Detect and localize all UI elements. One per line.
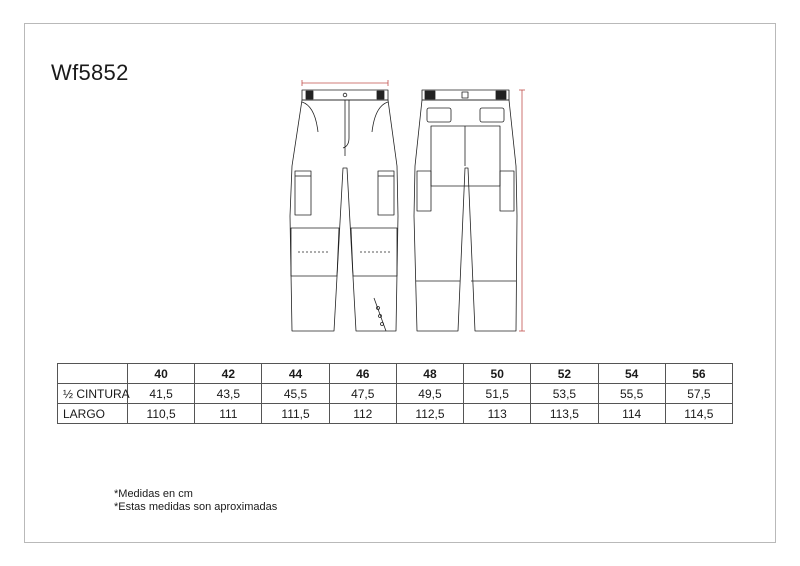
table-cell: 55,5: [598, 384, 665, 404]
table-cell: 47,5: [329, 384, 396, 404]
table-cell: 113,5: [531, 404, 598, 424]
table-cell: 51,5: [464, 384, 531, 404]
table-corner-cell: [58, 364, 128, 384]
waist-measure-line: [302, 80, 388, 86]
back-cargo-left: [417, 171, 431, 211]
table-cell: 111: [195, 404, 262, 424]
table-header-row: [58, 364, 733, 384]
table-cell: 110,5: [128, 404, 195, 424]
back-cargo-right: [500, 171, 514, 211]
size-header: 40: [128, 364, 195, 384]
size-header: 54: [598, 364, 665, 384]
table-cell: 111,5: [262, 404, 329, 424]
row-label-half-waist: ½ CINTURA: [58, 384, 128, 404]
table-cell: 57,5: [665, 384, 732, 404]
size-header: 50: [464, 364, 531, 384]
table-cell: 112: [329, 404, 396, 424]
trousers-technical-drawing: [270, 76, 540, 334]
table-cell: 113: [464, 404, 531, 424]
table-cell: 49,5: [396, 384, 463, 404]
footnotes: [114, 488, 277, 514]
back-seat-panel: [431, 126, 500, 186]
belt-loop: [425, 91, 435, 99]
back-view: [414, 90, 525, 331]
front-outline: [290, 100, 398, 331]
front-view: [290, 80, 398, 331]
belt-loop: [377, 91, 384, 99]
size-header: 44: [262, 364, 329, 384]
table-cell: 41,5: [128, 384, 195, 404]
front-pocket-left: [302, 102, 318, 132]
cargo-pocket-right: [378, 171, 394, 215]
front-waistband: [302, 90, 388, 100]
waist-button: [343, 93, 347, 97]
center-loop: [462, 92, 468, 98]
size-chart-table: [57, 363, 733, 424]
front-pocket-right: [372, 102, 388, 132]
size-header: 56: [665, 364, 732, 384]
note-approximate: *Estas medidas son aproximadas: [114, 501, 278, 513]
back-pocket-right: [480, 108, 504, 122]
front-fly: [343, 100, 349, 156]
back-pocket-left: [427, 108, 451, 122]
size-header: 52: [531, 364, 598, 384]
table-cell: 114,5: [665, 404, 732, 424]
row-label-length: LARGO: [58, 404, 128, 424]
note-units: *Medidas en cm: [114, 488, 193, 500]
table-cell: 45,5: [262, 384, 329, 404]
size-header: 46: [329, 364, 396, 384]
belt-loop: [496, 91, 506, 99]
table-row: [58, 384, 733, 404]
table-cell: 43,5: [195, 384, 262, 404]
back-outline: [414, 100, 517, 331]
table-cell: 114: [598, 404, 665, 424]
belt-loop: [306, 91, 313, 99]
table-cell: 53,5: [531, 384, 598, 404]
table-cell: 112,5: [396, 404, 463, 424]
product-code-title: Wf5852: [51, 60, 129, 85]
length-measure-line: [519, 90, 525, 331]
size-header: 42: [195, 364, 262, 384]
size-header: 48: [396, 364, 463, 384]
table-row: [58, 404, 733, 424]
cargo-pocket-left: [295, 171, 311, 215]
